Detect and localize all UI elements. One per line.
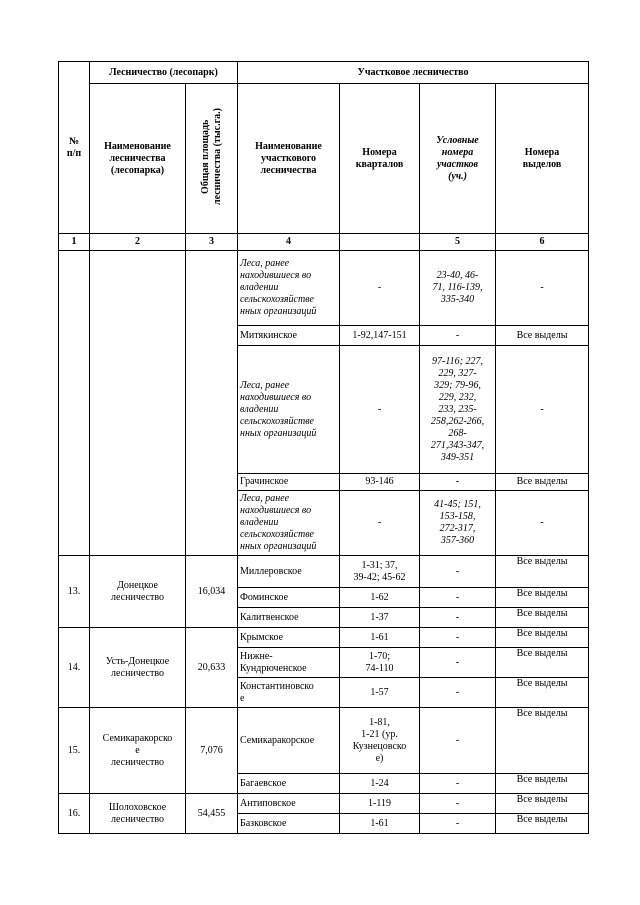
area-cell bbox=[186, 251, 238, 556]
sections-cell: Все выделы bbox=[496, 814, 589, 834]
header-district-name: Наименование участкового лесничества bbox=[238, 84, 340, 234]
forestry-name: Семикаракорско е лесничество bbox=[90, 708, 186, 794]
sections-cell: Все выделы bbox=[496, 556, 589, 588]
quarters-cell: - bbox=[340, 251, 420, 326]
header-area-cell bbox=[186, 84, 238, 234]
plots-cell: - bbox=[420, 556, 496, 588]
quarters-cell: 1-70; 74-110 bbox=[340, 648, 420, 678]
header-num: № п/п bbox=[59, 62, 90, 234]
row-number: 13. bbox=[59, 556, 90, 628]
row-number: 16. bbox=[59, 794, 90, 834]
sections-cell: - bbox=[496, 491, 589, 556]
header-group-district: Участковое лесничество bbox=[238, 62, 589, 84]
table-row bbox=[59, 628, 589, 648]
district-cell: Леса, ранее находившиеся во владении сельскохозяйстве нных организаций bbox=[238, 251, 340, 326]
district-cell: Багаевское bbox=[238, 774, 340, 794]
plots-cell: - bbox=[420, 588, 496, 608]
quarters-cell: 93-146 bbox=[340, 474, 420, 491]
quarters-cell: 1-24 bbox=[340, 774, 420, 794]
table-row bbox=[59, 708, 589, 774]
sections-cell: Все выделы bbox=[496, 648, 589, 678]
sections-cell: Все выделы bbox=[496, 326, 589, 346]
district-cell: Леса, ранее находившиеся во владении сельскохозяйстве нных организаций bbox=[238, 491, 340, 556]
index-cell: 5 bbox=[420, 234, 496, 251]
district-cell: Миллеровское bbox=[238, 556, 340, 588]
quarters-cell: - bbox=[340, 346, 420, 474]
forestry-name: Шолоховское лесничество bbox=[90, 794, 186, 834]
district-cell: Константиновско е bbox=[238, 678, 340, 708]
sections-cell: Все выделы bbox=[496, 588, 589, 608]
row-number: 14. bbox=[59, 628, 90, 708]
quarters-cell: 1-119 bbox=[340, 794, 420, 814]
plots-cell: - bbox=[420, 708, 496, 774]
quarters-cell: 1-37 bbox=[340, 608, 420, 628]
district-cell: Нижне- Кундрюченское bbox=[238, 648, 340, 678]
district-cell: Фоминское bbox=[238, 588, 340, 608]
plots-cell: - bbox=[420, 648, 496, 678]
quarters-cell: 1-31; 37, 39-42; 45-62 bbox=[340, 556, 420, 588]
plots-cell: - bbox=[420, 474, 496, 491]
quarters-cell: 1-92,147-151 bbox=[340, 326, 420, 346]
plots-cell: - bbox=[420, 774, 496, 794]
header-sections: Номера выделов bbox=[496, 84, 589, 234]
num-cell bbox=[59, 251, 90, 556]
index-cell: 2 bbox=[90, 234, 186, 251]
forestry-table bbox=[58, 61, 589, 834]
forestry-cell bbox=[90, 251, 186, 556]
district-cell: Калитвенское bbox=[238, 608, 340, 628]
table-row bbox=[59, 556, 589, 588]
district-cell: Крымское bbox=[238, 628, 340, 648]
index-cell: 3 bbox=[186, 234, 238, 251]
sections-cell: Все выделы bbox=[496, 474, 589, 491]
plots-cell: - bbox=[420, 678, 496, 708]
forestry-name: Донецкое лесничество bbox=[90, 556, 186, 628]
forestry-area: 7,076 bbox=[186, 708, 238, 794]
plots-cell: 23-40, 46- 71, 116-139, 335-340 bbox=[420, 251, 496, 326]
row-number: 15. bbox=[59, 708, 90, 794]
index-cell: 1 bbox=[59, 234, 90, 251]
district-cell: Антиповское bbox=[238, 794, 340, 814]
plots-cell: - bbox=[420, 326, 496, 346]
sections-cell: Все выделы bbox=[496, 794, 589, 814]
sections-cell: Все выделы bbox=[496, 608, 589, 628]
sections-cell: - bbox=[496, 251, 589, 326]
sections-cell: - bbox=[496, 346, 589, 474]
sections-cell: Все выделы bbox=[496, 708, 589, 774]
table-row bbox=[59, 794, 589, 814]
header-area: Общая площадь лесничества (тыс.га.) bbox=[199, 108, 223, 205]
quarters-cell: 1-57 bbox=[340, 678, 420, 708]
district-cell: Грачинское bbox=[238, 474, 340, 491]
quarters-cell: - bbox=[340, 491, 420, 556]
district-cell: Семикаракорское bbox=[238, 708, 340, 774]
plots-cell: 97-116; 227, 229, 327- 329; 79-96, 229, 232, 233, 235- 258,262-266, 268- 271,343-347, 349-351 bbox=[420, 346, 496, 474]
quarters-cell: 1-61 bbox=[340, 628, 420, 648]
quarters-cell: 1-62 bbox=[340, 588, 420, 608]
sections-cell: Все выделы bbox=[496, 774, 589, 794]
plots-cell: 41-45; 151, 153-158, 272-317, 357-360 bbox=[420, 491, 496, 556]
district-cell: Леса, ранее находившиеся во владении сельскохозяйстве нных организаций bbox=[238, 346, 340, 474]
index-cell bbox=[340, 234, 420, 251]
header-group-forestry: Лесничество (лесопарк) bbox=[90, 62, 238, 84]
quarters-cell: 1-61 bbox=[340, 814, 420, 834]
header-quarters: Номера кварталов bbox=[340, 84, 420, 234]
index-cell: 6 bbox=[496, 234, 589, 251]
forestry-area: 54,455 bbox=[186, 794, 238, 834]
sections-cell: Все выделы bbox=[496, 628, 589, 648]
header-forestry-name: Наименование лесничества (лесопарка) bbox=[90, 84, 186, 234]
district-cell: Митякинское bbox=[238, 326, 340, 346]
forestry-area: 16,034 bbox=[186, 556, 238, 628]
table-row bbox=[59, 251, 589, 326]
plots-cell: - bbox=[420, 628, 496, 648]
district-cell: Базковское bbox=[238, 814, 340, 834]
plots-cell: - bbox=[420, 794, 496, 814]
plots-cell: - bbox=[420, 814, 496, 834]
plots-cell: - bbox=[420, 608, 496, 628]
quarters-cell: 1-81, 1-21 (ур. Кузнецовско е) bbox=[340, 708, 420, 774]
forestry-name: Усть-Донецкое лесничество bbox=[90, 628, 186, 708]
header-plots: Условные номера участков (уч.) bbox=[420, 84, 496, 234]
forestry-area: 20,633 bbox=[186, 628, 238, 708]
index-cell: 4 bbox=[238, 234, 340, 251]
sections-cell: Все выделы bbox=[496, 678, 589, 708]
